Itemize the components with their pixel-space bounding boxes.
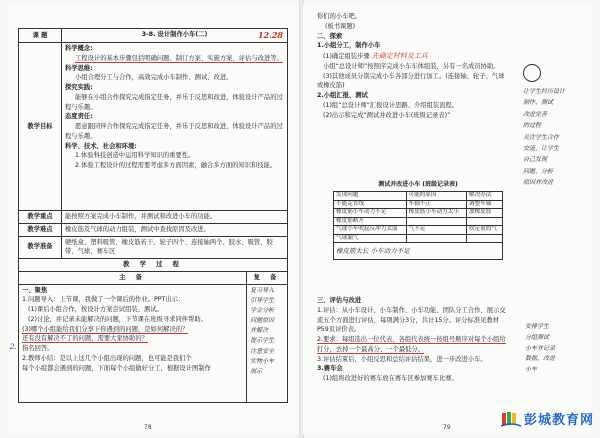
section-explore: 二、探索	[317, 32, 343, 40]
hand-note: 改进完善	[523, 110, 548, 118]
topic-label: 课 题	[19, 29, 62, 43]
process-line: 每个小组都会遇到的问题，下面每个小组做好分工，根据设计图制作	[22, 364, 211, 372]
hand-note: 分组测试	[525, 333, 550, 341]
right-line: (1)确定组装步骤 先确定材料及工具	[323, 52, 428, 60]
goals-cell	[62, 43, 288, 211]
process-line: 还有没有解决不了的问题，需要大家协助的？	[22, 335, 148, 343]
right-line: 你们的小车吧。	[317, 13, 362, 20]
goal-text-thinking: 小组合理分工与合作，高效完成小车制作、测试、改进。	[75, 74, 233, 82]
process-line: (3)哪个小组能给我们分享下你遇到的问题，是如何解决的？	[22, 325, 189, 333]
hand-note: 安排学生	[525, 323, 550, 330]
record-cell	[466, 217, 502, 226]
review-hand-notes	[250, 286, 284, 378]
hand-note: 自己发现	[523, 156, 548, 164]
review-prep-header: 复 备	[247, 271, 288, 284]
record-header: 发现问题	[334, 192, 407, 201]
right-top-text	[317, 12, 507, 120]
hand-note: 问题原因	[250, 317, 275, 325]
difficulty-text: 橡皮筋及气球的动力组装，测试中查找原因及改进。	[62, 223, 288, 236]
hand-note: 复习导入	[250, 286, 275, 294]
right-line: 2.小组汇报、测试	[317, 92, 368, 100]
record-cell: 气球小车吹起反冲力太弱	[334, 226, 407, 235]
record-cell: 车轴不正	[406, 200, 466, 209]
goal-heading-concept: 科学概念:	[65, 45, 93, 52]
goal-text-stse-2: 2.体验工程设计的过程需要考虑多方面因素，融合多方面的知识和技能。	[75, 162, 277, 169]
right-hand-notes-bottom	[525, 322, 585, 376]
hand-note: 展示	[250, 368, 263, 375]
hand-note: 小车并记录	[525, 344, 556, 352]
right-page	[303, 4, 592, 434]
watermark-logo	[501, 409, 594, 428]
record-cell: 橡皮筋断开	[334, 217, 407, 226]
record-cell: 调整车轴	[466, 200, 502, 209]
process-line: 指名回答。	[22, 345, 54, 352]
goal-text-concept: 工程设计的基本步骤包括明确问题、制订方案、实施方案、评估与改进等。	[75, 54, 283, 62]
right-line: (1)组将改进好的赛车放在赛车区参加赛车比赛。	[323, 375, 458, 382]
right-line: (1)组“总设计师”汇报设计思路、介绍组装流程。	[323, 101, 459, 109]
page-number-right: 79	[443, 423, 451, 431]
record-cell: 橡皮筋小车动力太小	[406, 209, 466, 218]
circle-mark-icon	[523, 64, 541, 82]
goal-heading-attitude: 态度责任:	[65, 113, 93, 121]
record-table	[333, 191, 503, 260]
hand-note: 实物小车	[250, 357, 275, 365]
right-hand-notes	[523, 64, 583, 189]
right-line: 3.赛车会	[317, 365, 343, 373]
record-cell: 吹足量的气	[466, 226, 502, 235]
hand-note: 提示学生	[250, 337, 275, 345]
right-bottom-text	[317, 296, 507, 384]
record-cell: 不能走直线	[334, 200, 407, 209]
right-line: (2)出示和完成“测试并改进小车(班级记录表)”	[323, 111, 451, 119]
goal-heading-thinking: 科学思维:	[65, 64, 93, 72]
topic-title: 3-8. 设计制作小车(二)	[141, 31, 208, 38]
hand-note: 原因并改进	[523, 179, 554, 187]
prep-text: 硬纸盒、塑料吸管、橡皮筋若干、轮子四个、连接轴两个、胶水、吸管、胶带、气球、赛车区	[62, 236, 288, 259]
goal-heading-practice: 探究实践:	[65, 84, 93, 91]
record-cell: 橡皮筋小车动力不足	[334, 209, 407, 218]
key-text: 能按照方案完成小车制作，并测试和改进小车的功能。	[62, 211, 288, 224]
lesson-plan-table	[18, 28, 288, 403]
process-review-cell	[247, 284, 288, 402]
goal-heading-stse: 科学、技术、社会和环境:	[65, 142, 137, 150]
right-line: 1.评估：从小车设计、小车制作、小车功能、团队分工合作、展示交流五个方面进行评估，每项满分3分，共计15分。评分标准见教材P59页评价表。	[317, 306, 506, 334]
hand-note: 注意安全	[250, 347, 275, 355]
right-line: (板书课题)	[325, 22, 356, 30]
watermark-text: 彭城教育网	[523, 413, 594, 428]
difficulty-label: 教学难点	[19, 223, 62, 236]
hand-note: 数据，改进	[525, 355, 556, 363]
goals-label: 教学目标	[19, 43, 62, 211]
hand-note: 交流，让学生	[523, 144, 560, 152]
main-prep-header: 主 备	[19, 271, 247, 284]
goal-text-attitude: 愿意跟同伴合作探究完成指定任务，并乐于反思和改进，体验设计产品的过程与乐趣。	[65, 123, 283, 140]
right-line: 2.要求：每组选出一位代表，各组代表统一按组号顺序对每个小组给打分，去掉一个最高分、一个最低分。	[317, 336, 506, 353]
record-cell: 气不足	[406, 226, 466, 235]
record-cell	[406, 234, 466, 243]
topic-cell	[62, 29, 288, 43]
record-header: 可能的原因	[406, 192, 466, 201]
process-line: (1)课后小组合作，按设计方案尝试组装、测试。	[28, 306, 163, 313]
left-page	[8, 4, 301, 434]
record-cell: 气球漏气	[334, 234, 407, 243]
hand-note: 的过程	[523, 122, 542, 130]
margin-mark: 2.	[10, 343, 17, 351]
hand-note: 学会分析	[250, 306, 275, 314]
book-logo-icon	[501, 411, 521, 427]
key-label: 教学重点	[19, 211, 62, 224]
hand-note: 引导学生	[250, 296, 275, 304]
record-cell	[406, 217, 466, 226]
record-cell	[466, 234, 502, 243]
hand-note: 制作、测试	[523, 99, 554, 107]
record-table-title: 测试并改进小车 (班级记录表)	[378, 181, 458, 188]
hand-note: 小车	[525, 366, 538, 374]
prep-label: 教学准备	[19, 236, 62, 259]
process-line: 1.问题导入：上节课，我做了一个课后的作业。PPT出示：	[22, 296, 185, 304]
hand-note: 关注学生合作	[523, 133, 560, 141]
date-note: 12.28	[257, 30, 283, 40]
process-main-cell	[19, 284, 247, 402]
right-line: 1.小组分工，制作小车	[317, 42, 381, 50]
section-evaluate: 三、评估与改进	[317, 297, 362, 304]
goal-text-practice: 能够在小组合作探究完成指定任务，并乐于反思和改进，体验设计产品的过程与乐趣。	[65, 93, 283, 111]
page-number-left: 78	[144, 423, 152, 431]
right-line: 小组“总设计师”按照序完成小车车体组装，另有一名成员协助。	[323, 62, 500, 70]
section-focus: 一、聚焦	[22, 286, 48, 294]
right-line: (3)其他成员分别完成小车各部分进行加工。(连接轴、轮子、气球或橡皮筋)	[317, 72, 505, 90]
hand-note: 让学生经历设计	[523, 88, 566, 95]
record-hand-row: 橡皮筋太长 小车动力不足	[334, 243, 503, 260]
process-line: (2)讨论，并记录未能解决的问题，下节课在班级寻求同伴帮助。	[28, 315, 207, 323]
right-line: 3.评估结束后，小组反思和总结评估结果，进一步改进小车。	[317, 355, 487, 363]
hand-note: 问题、分析	[523, 167, 554, 175]
process-title: 教 学 过 程	[19, 259, 288, 272]
record-header: 解决办法	[466, 192, 502, 201]
hand-inline-note: 先确定材料及工具	[371, 52, 428, 60]
goal-text-stse-1: 1.体验科技创造中运用科学知识的重要性。	[75, 152, 195, 160]
hand-note: 并解决	[250, 327, 269, 335]
record-cell: 加橡皮筋	[466, 209, 502, 218]
process-line: 2.教师小结：是以上这几个小组出现的问题，也可能是我们个	[22, 354, 192, 362]
